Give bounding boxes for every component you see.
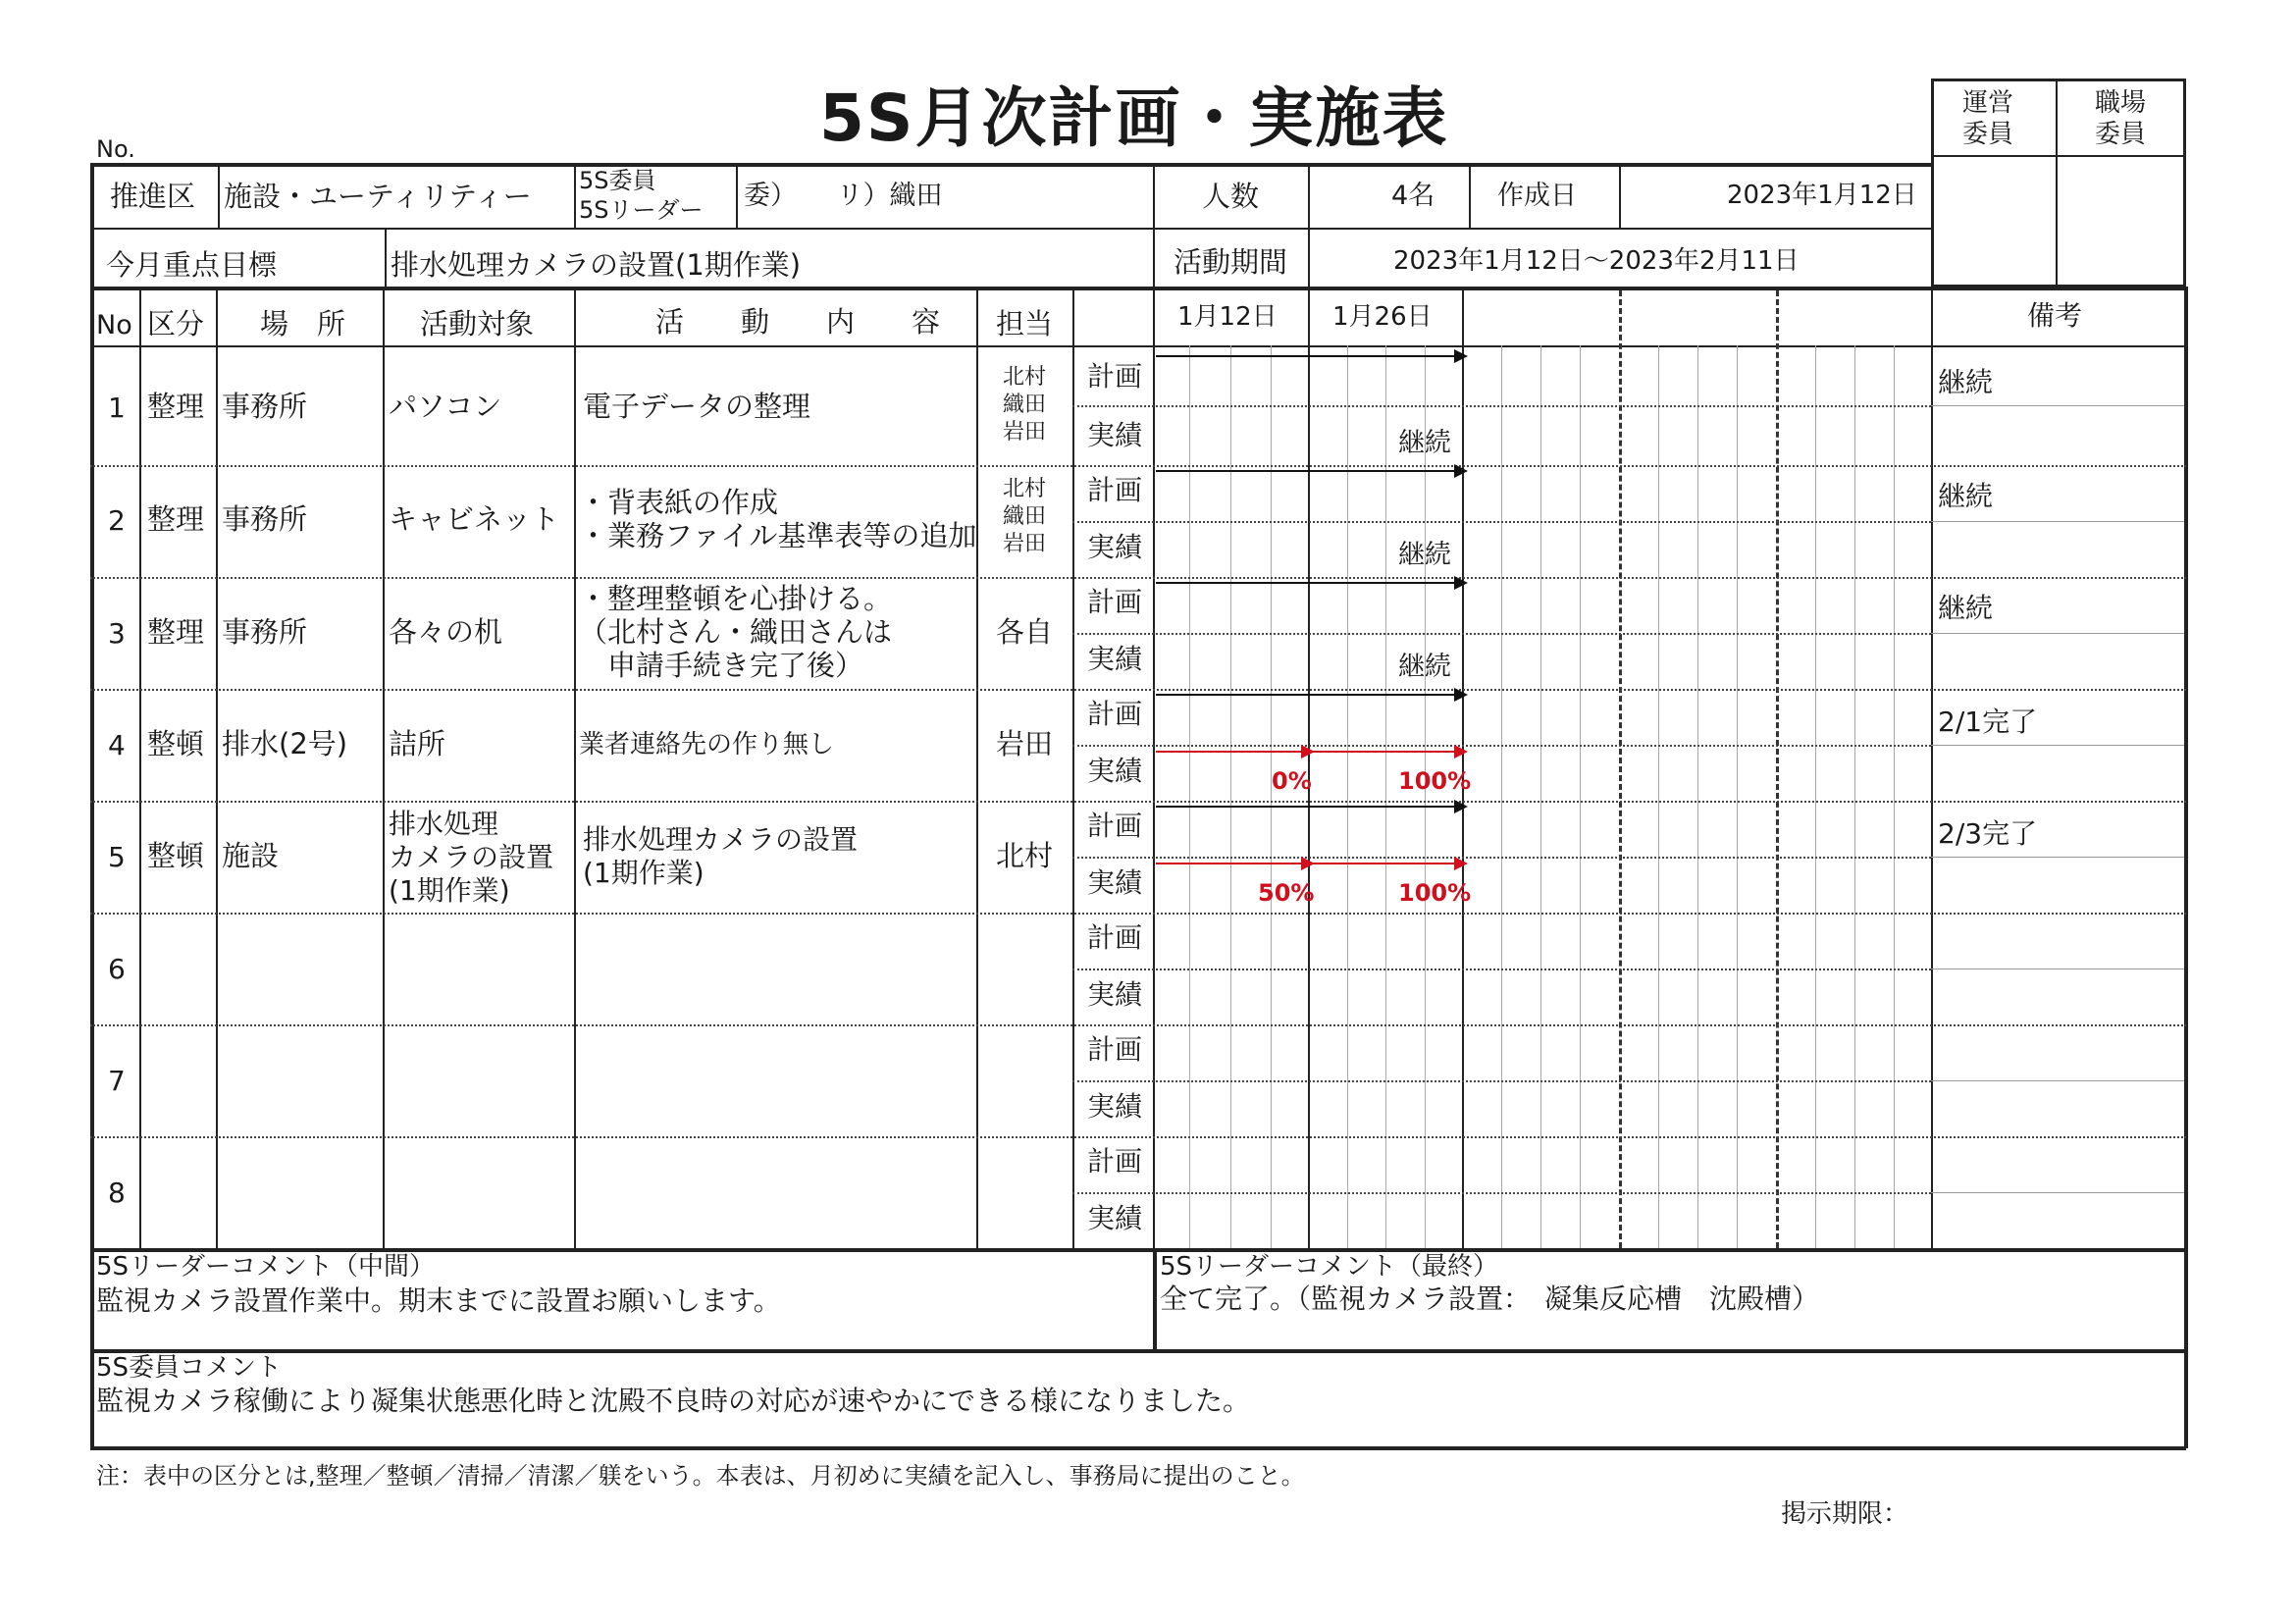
row-2-naiyo-1: ・背表紙の作成 [579, 486, 779, 519]
leader-comment-final-text: 全て完了。（監視カメラ設置： 凝集反応槽 沈殿槽） [1160, 1283, 1820, 1315]
row-5-naiyo-2: (1期作業) [583, 857, 704, 889]
row-3-kubun: 整理 [147, 615, 205, 649]
row-1-tanto-1: 北村 [1003, 365, 1047, 390]
row-5-kubun: 整頓 [147, 839, 205, 872]
sakusei-label: 作成日 [1497, 181, 1577, 211]
header-basho: 場 所 [260, 307, 346, 340]
row-3-actual-text: 継続 [1398, 652, 1451, 682]
period-label: 活動期間 [1174, 245, 1288, 279]
row-5-tanto: 北村 [996, 839, 1054, 872]
row-2-taisho: キャビネット [389, 502, 560, 536]
row-4-plan-label: 計画 [1087, 698, 1143, 730]
row-2-kubun: 整理 [147, 502, 205, 536]
row-2-biko: 継続 [1938, 480, 1994, 512]
no-label: No. [96, 135, 135, 163]
row-4-basho: 排水(2号) [222, 727, 348, 760]
approval-shokuba-1: 職場 [2095, 88, 2147, 118]
row-5-actual-label: 実績 [1087, 866, 1143, 899]
row-5-no: 5 [108, 841, 126, 873]
row-5-taisho-2: カメラの設置 [389, 841, 554, 873]
header-no: No [96, 310, 132, 340]
row-3-naiyo-2: （北村さん・織田さんは [579, 615, 893, 649]
approval-shokuba-2: 委員 [2095, 120, 2147, 149]
approval-unei-2: 委員 [1962, 120, 2014, 149]
header-date-1: 1月12日 [1177, 302, 1278, 332]
leader-comment-mid-label: 5Sリーダーコメント（中間） [96, 1252, 436, 1282]
page-title: 5S月次計画・実施表 [819, 80, 1449, 156]
ninzu-value: 4名 [1391, 181, 1435, 211]
goal-label: 今月重点目標 [106, 248, 278, 282]
row-5-taisho-3: (1期作業) [389, 874, 510, 907]
row-4-actual-pct-1: 0% [1272, 767, 1312, 795]
row-6-actual-label: 実績 [1087, 978, 1143, 1011]
header-tanto: 担当 [996, 307, 1054, 340]
row-7-actual-label: 実績 [1087, 1090, 1143, 1123]
approval-unei-1: 運営 [1962, 88, 2014, 118]
committee-label-1: 5S委員 [579, 167, 656, 194]
row-5-actual-pct-2: 100% [1398, 879, 1472, 907]
period-value: 2023年1月12日～2023年2月11日 [1393, 246, 1800, 276]
row-1-actual-label: 実績 [1087, 419, 1143, 451]
row-2-basho: 事務所 [222, 502, 308, 536]
row-8-no: 8 [108, 1177, 126, 1209]
row-4-biko: 2/1完了 [1938, 706, 2038, 738]
header-biko: 備考 [2027, 299, 2083, 332]
row-1-actual-text: 継続 [1398, 428, 1451, 458]
row-1-tanto-2: 織田 [1003, 393, 1047, 417]
leader-comment-final-label: 5Sリーダーコメント（最終） [1160, 1252, 1499, 1282]
row-5-actual-pct-1: 50% [1258, 879, 1315, 907]
row-3-taisho: 各々の机 [389, 615, 503, 649]
row-3-naiyo-1: ・整理整頓を心掛ける。 [579, 582, 893, 615]
row-1-tanto-3: 岩田 [1003, 420, 1047, 445]
row-1-naiyo: 電子データの整理 [583, 390, 811, 423]
row-2-no: 2 [108, 504, 126, 537]
row-2-plan-label: 計画 [1087, 474, 1143, 506]
row-2-actual-text: 継続 [1398, 540, 1451, 570]
row-5-naiyo-1: 排水処理カメラの設置 [583, 823, 859, 856]
row-1-taisho: パソコン [389, 390, 502, 423]
row-7-no: 7 [108, 1065, 126, 1097]
row-7-plan-label: 計画 [1087, 1033, 1143, 1066]
row-5-biko: 2/3完了 [1938, 817, 2038, 850]
row-8-actual-label: 実績 [1087, 1202, 1143, 1234]
sakusei-value: 2023年1月12日 [1727, 181, 1917, 210]
row-4-taisho: 詰所 [389, 727, 446, 760]
row-3-biko: 継続 [1938, 592, 1994, 624]
suishin-label: 推進区 [110, 180, 196, 213]
row-4-actual-pct-2: 100% [1398, 767, 1472, 795]
row-3-no: 3 [108, 617, 126, 650]
row-6-no: 6 [108, 953, 126, 985]
row-1-plan-label: 計画 [1087, 360, 1143, 393]
suishin-value: 施設・ユーティリティー [224, 180, 532, 213]
row-8-plan-label: 計画 [1087, 1145, 1143, 1178]
leader-comment-mid-text: 監視カメラ設置作業中。期末までに設置お願いします。 [96, 1284, 781, 1317]
row-5-taisho-1: 排水処理 [389, 808, 499, 840]
row-3-actual-label: 実績 [1087, 643, 1143, 675]
header-taisho: 活動対象 [420, 307, 535, 340]
row-4-actual-label: 実績 [1087, 755, 1143, 787]
row-4-tanto: 岩田 [996, 727, 1054, 760]
row-1-basho: 事務所 [222, 390, 308, 423]
goal-value: 排水処理カメラの設置(1期作業) [391, 248, 802, 282]
row-3-plan-label: 計画 [1087, 586, 1143, 618]
row-4-kubun: 整頓 [147, 727, 205, 760]
row-2-tanto-3: 岩田 [1003, 532, 1047, 556]
row-4-naiyo: 業者連絡先の作り無し [579, 730, 835, 759]
header-date-2: 1月26日 [1332, 302, 1433, 332]
row-2-naiyo-2: ・業務ファイル基準表等の追加 [579, 519, 977, 552]
committee-comment-text: 監視カメラ稼働により凝集状態悪化時と沈殿不良時の対応が速やかにできる様になりました。 [96, 1385, 1251, 1417]
row-2-tanto-2: 織田 [1003, 504, 1047, 529]
row-1-biko: 継続 [1938, 366, 1994, 398]
row-6-plan-label: 計画 [1087, 921, 1143, 954]
footer-note: 注：表中の区分とは,整理／整頓／清掃／清潔／躾をいう。本表は、月初めに実績を記入し、事務局に提出のこと。 [96, 1462, 1305, 1490]
row-3-basho: 事務所 [222, 615, 308, 649]
row-4-no: 4 [108, 729, 126, 761]
committee-comment-label: 5S委員コメント [96, 1353, 283, 1383]
ninzu-label: 人数 [1202, 180, 1260, 213]
row-1-kubun: 整理 [147, 390, 205, 423]
row-3-naiyo-3: 申請手続き完了後） [579, 649, 864, 682]
row-1-no: 1 [108, 392, 126, 424]
row-2-actual-label: 実績 [1087, 531, 1143, 563]
row-5-basho: 施設 [222, 839, 280, 872]
committee-label-2: 5Sリーダー [579, 196, 704, 224]
row-2-tanto-1: 北村 [1003, 477, 1047, 501]
committee-value: 委） リ）織田 [744, 181, 943, 211]
keiji-label: 掲示期限： [1781, 1499, 1909, 1529]
header-naiyo: 活 動 内 容 [655, 305, 941, 339]
row-5-plan-label: 計画 [1087, 810, 1143, 842]
header-kubun: 区分 [147, 307, 205, 340]
row-3-tanto: 各自 [996, 615, 1054, 649]
